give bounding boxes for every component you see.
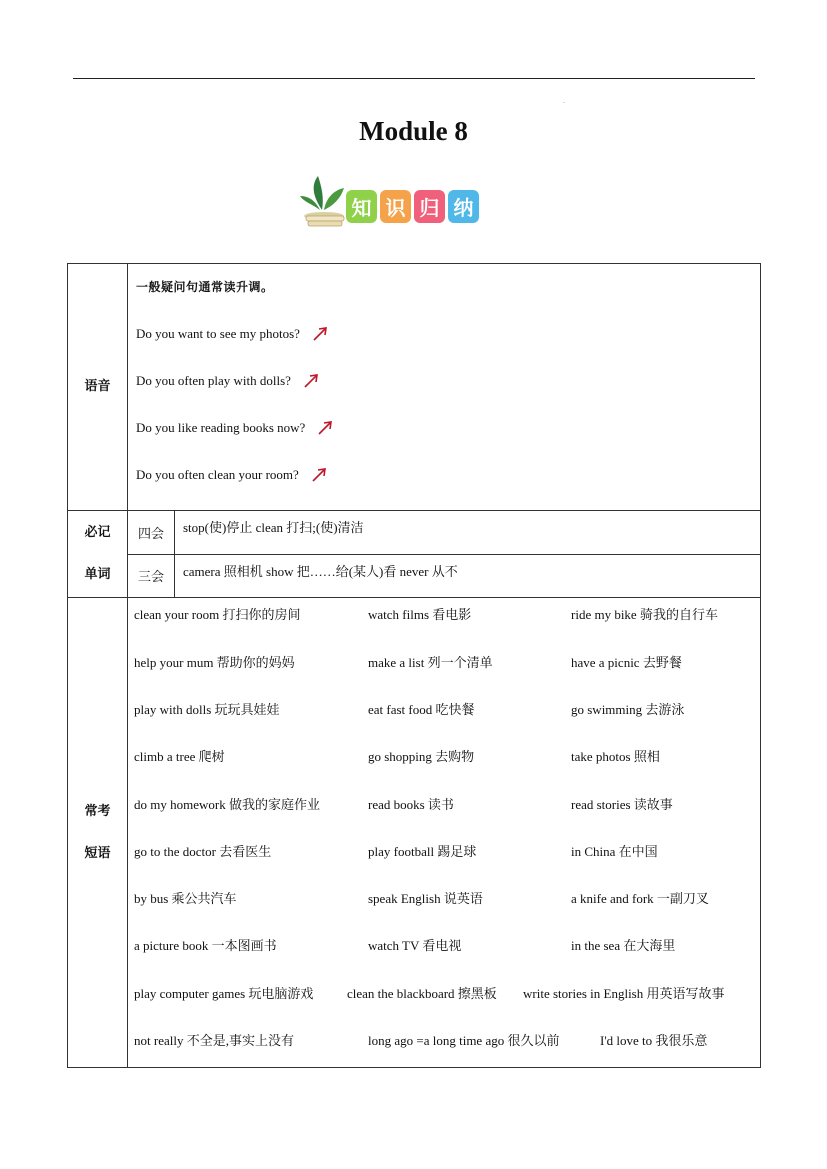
banner-char-gui: 归	[414, 190, 445, 223]
phrase-item: make a list 列一个清单	[368, 655, 493, 670]
phrase-item: a knife and fork 一副刀叉	[571, 891, 709, 906]
question-text: Do you often clean your room?	[136, 467, 299, 482]
vocab-level-row	[128, 554, 760, 597]
knowledge-summary-banner	[298, 172, 498, 230]
vocab-label	[68, 511, 128, 598]
question-text: Do you often play with dolls?	[136, 373, 291, 388]
phrase-item: clean the blackboard 擦黑板	[347, 986, 497, 1001]
phrase-item: read books 读书	[368, 797, 454, 812]
vocab-level: 三会	[128, 554, 175, 597]
vocab-words	[175, 511, 761, 554]
vocab-level-row	[128, 511, 760, 554]
plant-books-icon	[298, 172, 350, 230]
question-text: Do you like reading books now?	[136, 420, 306, 435]
pronunciation-label	[68, 264, 128, 511]
page-title: Module 8	[359, 116, 468, 146]
question-item	[136, 418, 760, 438]
pronunciation-row	[68, 264, 761, 511]
phrase-grid	[128, 598, 760, 1067]
intonation-rule: 一般疑问句通常读升调。	[136, 280, 274, 294]
phrases-row	[68, 598, 761, 1068]
phrase-item: by bus 乘公共汽车	[134, 891, 237, 906]
phrase-item: play with dolls 玩玩具娃娃	[134, 702, 280, 717]
phrase-item: long ago =a long time ago 很久以前	[368, 1033, 560, 1048]
vocab-row	[68, 511, 761, 598]
rising-arrow-icon	[312, 326, 328, 342]
phrase-item: read stories 读故事	[571, 797, 673, 812]
phrase-item: go to the doctor 去看医生	[134, 844, 272, 859]
banner-char-na: 纳	[448, 190, 479, 223]
phrases-label-line1: 常考	[84, 803, 111, 819]
phrase-item: help your mum 帮助你的妈妈	[134, 655, 295, 670]
phrase-item: play football 踢足球	[368, 844, 477, 859]
phrases-label-line2: 短语	[84, 845, 111, 861]
vocab-label-line2: 单词	[84, 567, 111, 582]
phrase-item: do my homework 做我的家庭作业	[134, 797, 320, 812]
phrase-item: watch TV 看电视	[368, 938, 462, 953]
rising-arrow-icon	[317, 420, 333, 436]
rising-arrow-icon	[311, 467, 327, 483]
phrase-item: in the sea 在大海里	[571, 938, 676, 953]
phrase-item: ride my bike 骑我的自行车	[571, 607, 718, 622]
banner-char-zhi: 知	[346, 190, 377, 223]
knowledge-table	[67, 263, 761, 1068]
phrase-item: climb a tree 爬树	[134, 749, 225, 764]
phrase-item: have a picnic 去野餐	[571, 655, 682, 670]
phrase-item: go shopping 去购物	[368, 749, 475, 764]
vocab-inner-table	[128, 511, 760, 597]
phrases-content	[128, 598, 761, 1068]
header-mark: -	[563, 100, 565, 106]
vocab-words-text: stop(使)停止 clean 打扫;(使)清洁	[183, 520, 364, 535]
header-rule	[73, 78, 755, 79]
rising-arrow-icon	[303, 373, 319, 389]
vocab-words-text: camera 照相机 show 把……给(某人)看 never 从不	[183, 563, 458, 579]
phrase-item: go swimming 去游泳	[571, 702, 685, 717]
phrase-item: in China 在中国	[571, 844, 658, 859]
banner-char-shi: 识	[380, 190, 411, 223]
vocab-label-line1: 必记	[84, 525, 111, 540]
phrase-item: speak English 说英语	[368, 891, 483, 906]
question-item	[136, 324, 760, 344]
question-item	[136, 465, 760, 485]
phrase-item: take photos 照相	[571, 749, 660, 764]
phrase-item: not really 不全是,事实上没有	[134, 1033, 294, 1048]
phrase-item: play computer games 玩电脑游戏	[134, 986, 314, 1001]
question-text: Do you want to see my photos?	[136, 326, 300, 341]
phrases-label	[68, 598, 128, 1068]
phrase-item: clean your room 打扫你的房间	[134, 607, 301, 622]
phrase-item: write stories in English 用英语写故事	[523, 986, 725, 1001]
phrase-item: watch films 看电影	[368, 607, 472, 622]
phrase-item: a picture book 一本图画书	[134, 938, 277, 953]
phrase-item: eat fast food 吃快餐	[368, 702, 475, 717]
vocab-content	[128, 511, 761, 598]
vocab-level: 四会	[128, 511, 175, 554]
pronunciation-label-text: 语音	[84, 379, 111, 394]
vocab-words	[175, 554, 761, 597]
question-item	[136, 371, 760, 391]
phrase-item: I'd love to 我很乐意	[600, 1033, 708, 1048]
pronunciation-content	[128, 264, 761, 511]
